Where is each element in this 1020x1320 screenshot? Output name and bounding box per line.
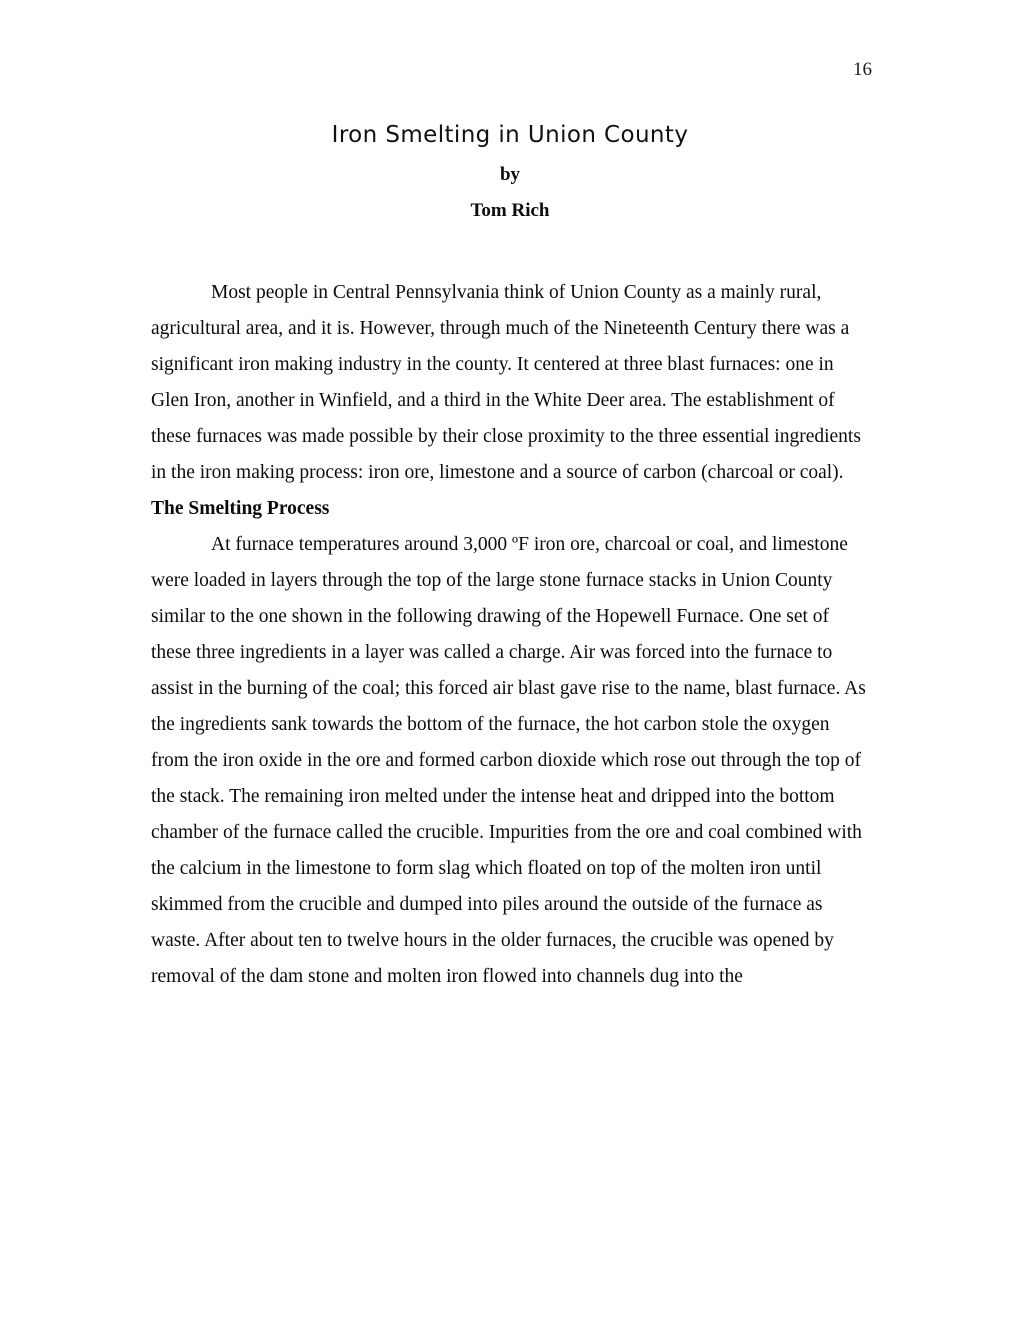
section-heading-smelting-process: The Smelting Process — [151, 498, 330, 519]
document-content — [151, 120, 869, 995]
smelting-process-paragraph: At furnace temperatures around 3,000 ºF iron ore, charcoal or coal, and limestone were loaded in layers through the top of the large stone furnace stacks in Union County similar to the one shown in the following drawing of the Hopewell Furnace. One set of these three ingredients in a layer was called a charge. Air was forced into the furnace to assist in the burning of the coal; this forced air blast gave rise to the name, blast furnace. As the ingredients sank towards the bottom of the furnace, the hot carbon stole the oxygen from the iron oxide in the ore and formed carbon dioxide which rose out through the top of the stack. The remaining iron melted under the intense heat and dripped into the bottom chamber of the furnace called the crucible. Impurities from the ore and coal combined with the calcium in the limestone to form slag which floated on top of the molten iron until skimmed from the crucible and dumped into piles around the outside of the furnace as waste. After about ten to twelve hours in the older furnaces, the crucible was opened by removal of the dam stone and molten iron flowed into channels dug into the — [151, 534, 866, 987]
author-name: Tom Rich — [470, 200, 550, 221]
byline: by — [499, 164, 521, 185]
page-number: 16 — [853, 59, 872, 80]
document-title: Iron Smelting in Union County — [331, 122, 689, 148]
intro-paragraph: Most people in Central Pennsylvania think of Union County as a mainly rural, agricultural area, and it is. However, through much of the Nineteenth Century there was a significant iron making industry in the county. It centered at three blast furnaces: one in Glen Iron, another in Winfield, and a third in the White Deer area. The establishment of these furnaces was made possible by their close proximity to the three essential ingredients in the iron making process: iron ore, limestone and a source of carbon (charcoal or coal). — [151, 282, 861, 483]
